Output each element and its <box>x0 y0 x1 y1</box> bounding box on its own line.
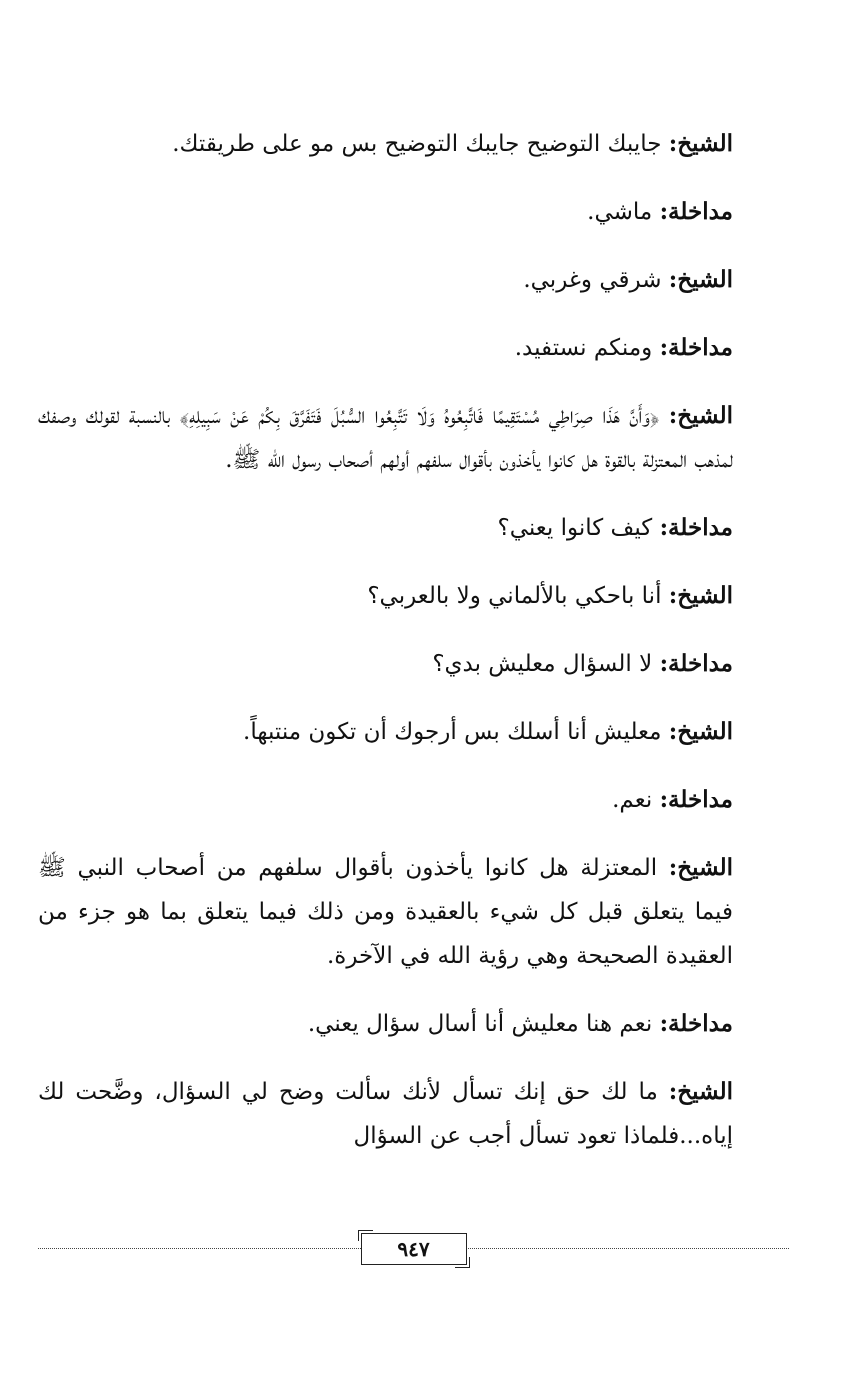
paragraph <box>38 846 733 978</box>
speaker-label: الشيخ: <box>668 582 733 609</box>
paragraph <box>38 710 733 754</box>
paragraph-text: شرقي وغربي. <box>523 267 669 293</box>
speaker-label: الشيخ: <box>668 130 733 157</box>
paragraph-text: نعم هنا معليش أنا أسال سؤال يعني. <box>307 1011 660 1037</box>
speaker-label: مداخلة: <box>659 334 733 361</box>
paragraph-text: جايبك التوضيح جايبك التوضيح بس مو على طريقتك. <box>172 131 669 157</box>
paragraph <box>38 1070 733 1158</box>
paragraph <box>38 258 733 302</box>
paragraph-text: نعم. <box>612 787 660 813</box>
paragraph-text: المعتزلة هل كانوا يأخذون بأقوال سلفهم من أصحاب النبي ﷺ فيما يتعلق قبل كل شيء بالعقيدة ومن ذلك فيما يتعلق بما هو جزء من العقيدة الصحيحة وهي رؤية الله في الآخرة. <box>38 855 733 969</box>
speaker-label: مداخلة: <box>659 1010 733 1037</box>
paragraph <box>38 394 733 482</box>
speaker-label: مداخلة: <box>659 650 733 677</box>
speaker-label: مداخلة: <box>659 198 733 225</box>
paragraph <box>38 778 733 822</box>
paragraph-text: ما لك حق إنك تسأل لأنك سألت وضح لي السؤال، وضَّحت لك إياه...فلماذا تعود تسأل أجب عن السؤال <box>38 1079 733 1149</box>
paragraph <box>38 326 733 370</box>
paragraph <box>38 642 733 686</box>
paragraph-text: معليش أنا أسلك بس أرجوك أن تكون منتبهاً. <box>243 719 669 745</box>
page-footer <box>38 1236 789 1276</box>
speaker-label: الشيخ: <box>668 718 733 745</box>
paragraph-text: لا السؤال معليش بدي؟ <box>432 651 660 677</box>
paragraph-text: كيف كانوا يعني؟ <box>497 515 660 541</box>
paragraph-text: أنا باحكي بالألماني ولا بالعربي؟ <box>367 583 669 609</box>
page-number: ٩٤٧ <box>397 1237 430 1261</box>
speaker-label: مداخلة: <box>659 786 733 813</box>
speaker-label: الشيخ: <box>668 854 733 881</box>
speaker-label: الشيخ: <box>668 1078 733 1105</box>
paragraph <box>38 1002 733 1046</box>
speaker-label: مداخلة: <box>659 514 733 541</box>
paragraph-text: ومنكم نستفيد. <box>514 335 660 361</box>
paragraph <box>38 122 733 166</box>
speaker-label: الشيخ: <box>668 402 733 429</box>
paragraph <box>38 574 733 618</box>
transcript-body <box>38 122 733 1182</box>
paragraph-text: ﴿وَأَنَّ هَذَا صِرَاطِي مُسْتَقِيمًا فَاتَّبِعُوهُ وَلَا تَتَّبِعُوا السُّبُلَ فَتَفَرَّقَ بِكُمْ عَنْ سَبِيلِهِ﴾ بالنسبة لقولك وصفك لمذهب المعتزلة بالقوة هل كانوا يأخذون بأقوال سلفهم أولهم أصحاب رسول الله ﷺ. <box>38 403 733 473</box>
paragraph <box>38 506 733 550</box>
page-number-frame <box>361 1233 467 1265</box>
paragraph-text: ماشي. <box>587 199 660 225</box>
speaker-label: الشيخ: <box>668 266 733 293</box>
paragraph <box>38 190 733 234</box>
